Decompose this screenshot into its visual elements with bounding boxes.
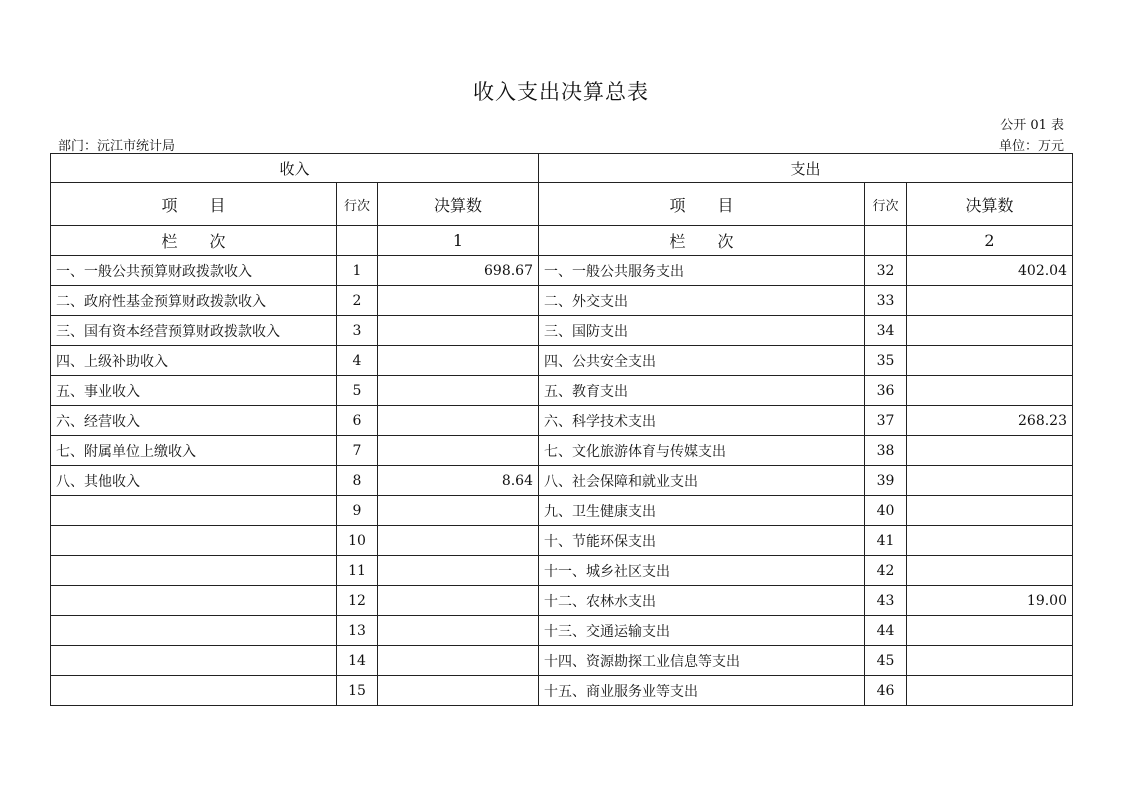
income-row-no-cell: 6 — [337, 406, 378, 436]
income-item-cell — [51, 556, 337, 586]
table-row — [51, 676, 1073, 706]
expense-item-cell: 六、科学技术支出 — [539, 406, 865, 436]
income-item-cell — [51, 586, 337, 616]
income-item-cell — [51, 676, 337, 706]
expense-row-no-cell: 35 — [865, 346, 907, 376]
table-row — [51, 496, 1073, 526]
expense-row-no-cell: 42 — [865, 556, 907, 586]
expense-column-row-empty — [865, 226, 907, 256]
expense-row-no-header: 行次 — [865, 183, 907, 226]
table-row — [51, 526, 1073, 556]
expense-item-cell: 五、教育支出 — [539, 376, 865, 406]
income-column-label: 栏 次 — [51, 226, 337, 256]
expense-column-label: 栏 次 — [539, 226, 865, 256]
expense-amount-cell — [907, 646, 1073, 676]
income-amount-cell — [378, 436, 539, 466]
expense-item-cell: 七、文化旅游体育与传媒支出 — [539, 436, 865, 466]
income-item-cell: 二、政府性基金预算财政拨款收入 — [51, 286, 337, 316]
expense-item-cell: 九、卫生健康支出 — [539, 496, 865, 526]
expense-row-no-cell: 33 — [865, 286, 907, 316]
expense-row-no-cell: 36 — [865, 376, 907, 406]
expense-amount-cell — [907, 496, 1073, 526]
expense-amount-cell — [907, 616, 1073, 646]
table-row — [51, 406, 1073, 436]
expense-amount-cell — [907, 316, 1073, 346]
expense-item-cell: 十三、交通运输支出 — [539, 616, 865, 646]
expense-amount-cell — [907, 676, 1073, 706]
expense-row-no-cell: 41 — [865, 526, 907, 556]
income-row-no-cell: 9 — [337, 496, 378, 526]
income-amount-cell — [378, 526, 539, 556]
table-row — [51, 346, 1073, 376]
expense-row-no-cell: 46 — [865, 676, 907, 706]
expense-row-no-cell: 43 — [865, 586, 907, 616]
expense-row-no-cell: 38 — [865, 436, 907, 466]
expense-amount-cell — [907, 466, 1073, 496]
income-amount-cell — [378, 316, 539, 346]
page-title: 收入支出决算总表 — [473, 80, 649, 104]
expense-item-cell: 二、外交支出 — [539, 286, 865, 316]
income-amount-cell — [378, 646, 539, 676]
income-row-no-cell: 15 — [337, 676, 378, 706]
table-row — [51, 256, 1073, 286]
expense-row-no-cell: 34 — [865, 316, 907, 346]
income-amount-cell — [378, 376, 539, 406]
form-number: 公开 01 表 — [1000, 118, 1064, 133]
income-amount-cell: 698.67 — [378, 256, 539, 286]
expense-section-header: 支出 — [539, 154, 1073, 183]
income-row-no-cell: 11 — [337, 556, 378, 586]
expense-amount-cell — [907, 286, 1073, 316]
table-row — [51, 376, 1073, 406]
income-item-cell — [51, 646, 337, 676]
expense-row-no-cell: 32 — [865, 256, 907, 286]
income-item-cell — [51, 526, 337, 556]
column-header-row — [51, 183, 1073, 226]
table-row — [51, 286, 1073, 316]
income-item-cell: 六、经营收入 — [51, 406, 337, 436]
expense-column-number: 2 — [907, 226, 1073, 256]
income-row-no-cell: 5 — [337, 376, 378, 406]
expense-item-cell: 八、社会保障和就业支出 — [539, 466, 865, 496]
expense-amount-cell — [907, 526, 1073, 556]
income-item-cell — [51, 616, 337, 646]
expense-row-no-cell: 44 — [865, 616, 907, 646]
expense-amount-cell: 268.23 — [907, 406, 1073, 436]
income-column-row-empty — [337, 226, 378, 256]
income-row-no-cell: 12 — [337, 586, 378, 616]
department-label: 部门：沅江市统计局 — [58, 139, 176, 154]
income-amount-header: 决算数 — [378, 183, 539, 226]
income-item-cell: 四、上级补助收入 — [51, 346, 337, 376]
income-row-no-header: 行次 — [337, 183, 378, 226]
table-row — [51, 466, 1073, 496]
income-item-cell: 八、其他收入 — [51, 466, 337, 496]
income-amount-cell — [378, 556, 539, 586]
income-row-no-cell: 1 — [337, 256, 378, 286]
expense-amount-cell — [907, 346, 1073, 376]
income-row-no-cell: 4 — [337, 346, 378, 376]
income-row-no-cell: 13 — [337, 616, 378, 646]
unit-label: 单位：万元 — [998, 139, 1064, 154]
expense-amount-header: 决算数 — [907, 183, 1073, 226]
income-item-cell — [51, 496, 337, 526]
income-row-no-cell: 14 — [337, 646, 378, 676]
income-section-header: 收入 — [51, 154, 539, 183]
table-row — [51, 616, 1073, 646]
table-row — [51, 436, 1073, 466]
income-row-no-cell: 10 — [337, 526, 378, 556]
income-row-no-cell: 2 — [337, 286, 378, 316]
expense-amount-cell — [907, 436, 1073, 466]
expense-item-cell: 十五、商业服务业等支出 — [539, 676, 865, 706]
income-item-header: 项 目 — [51, 183, 337, 226]
expense-item-cell: 十二、农林水支出 — [539, 586, 865, 616]
column-index-row — [51, 226, 1073, 256]
expense-amount-cell: 19.00 — [907, 586, 1073, 616]
expense-item-cell: 十、节能环保支出 — [539, 526, 865, 556]
table-row — [51, 586, 1073, 616]
expense-amount-cell: 402.04 — [907, 256, 1073, 286]
income-amount-cell — [378, 676, 539, 706]
expense-row-no-cell: 37 — [865, 406, 907, 436]
table-row — [51, 646, 1073, 676]
income-amount-cell — [378, 406, 539, 436]
expense-amount-cell — [907, 376, 1073, 406]
income-amount-cell: 8.64 — [378, 466, 539, 496]
expense-item-cell: 四、公共安全支出 — [539, 346, 865, 376]
income-expense-table — [50, 153, 1073, 706]
expense-item-cell: 三、国防支出 — [539, 316, 865, 346]
income-amount-cell — [378, 616, 539, 646]
income-item-cell: 一、一般公共预算财政拨款收入 — [51, 256, 337, 286]
expense-item-header: 项 目 — [539, 183, 865, 226]
expense-amount-cell — [907, 556, 1073, 586]
expense-row-no-cell: 39 — [865, 466, 907, 496]
income-column-number: 1 — [378, 226, 539, 256]
income-row-no-cell: 3 — [337, 316, 378, 346]
income-amount-cell — [378, 286, 539, 316]
income-item-cell: 七、附属单位上缴收入 — [51, 436, 337, 466]
income-row-no-cell: 7 — [337, 436, 378, 466]
income-amount-cell — [378, 496, 539, 526]
income-row-no-cell: 8 — [337, 466, 378, 496]
expense-row-no-cell: 45 — [865, 646, 907, 676]
income-item-cell: 五、事业收入 — [51, 376, 337, 406]
expense-item-cell: 十四、资源勘探工业信息等支出 — [539, 646, 865, 676]
table-row — [51, 556, 1073, 586]
expense-row-no-cell: 40 — [865, 496, 907, 526]
expense-item-cell: 一、一般公共服务支出 — [539, 256, 865, 286]
income-item-cell: 三、国有资本经营预算财政拨款收入 — [51, 316, 337, 346]
income-amount-cell — [378, 346, 539, 376]
section-header-row — [51, 154, 1073, 183]
expense-item-cell: 十一、城乡社区支出 — [539, 556, 865, 586]
table-row — [51, 316, 1073, 346]
income-amount-cell — [378, 586, 539, 616]
